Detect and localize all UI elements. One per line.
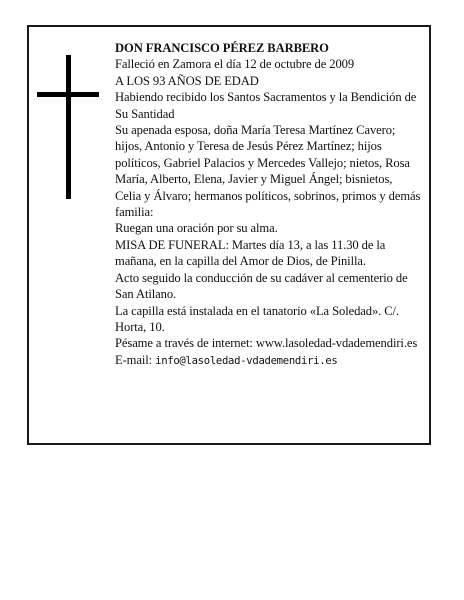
death-date-line: Falleció en Zamora el día 12 de octubre de 2009 bbox=[115, 57, 355, 72]
email-address: info@lasoledad-vdademendiri.es bbox=[155, 354, 338, 367]
condolence-web-line: Pésame a través de internet: www.lasoledad-vdademendiri.es bbox=[115, 336, 418, 351]
email-line bbox=[115, 352, 421, 369]
sacraments-paragraph: Habiendo recibido los Santos Sacramentos y la Bendición de Su Santidad bbox=[115, 90, 417, 121]
obituary-notice bbox=[27, 25, 431, 445]
burial-paragraph: Acto seguido la conducción de su cadáver al cementerio de San Atilano. bbox=[115, 270, 408, 302]
prayer-request: Ruegan una oración por su alma. bbox=[115, 221, 278, 236]
cross-vertical-bar bbox=[66, 55, 71, 199]
funeral-mass-paragraph: MISA DE FUNERAL: Martes día 13, a las 11.30 de la mañana, en la capilla del Amor de Dios, de Pinilla. bbox=[115, 237, 386, 269]
email-prefix: E-mail: bbox=[115, 352, 156, 367]
chapel-paragraph: La capilla está instalada en el tanatorio «La Soledad». C/. Horta, 10. bbox=[115, 303, 400, 334]
obituary-text bbox=[115, 40, 421, 369]
deceased-name: DON FRANCISCO PÉREZ BARBERO bbox=[115, 41, 329, 55]
family-paragraph: Su apenada esposa, doña María Teresa Martínez Cavero; hijos, Antonio y Teresa de Jesús Pérez Martínez; hijos políticos, Gabriel Palacios y Mercedes Vallejo; nietos, Rosa María, Alberto, Elena, Javier y Miguel Ángel; bisnietos, Celia y Álvaro; hermanos políticos, sobrinos, primos y demás familia: bbox=[115, 123, 421, 220]
cross-horizontal-bar bbox=[37, 92, 99, 97]
age-line: A LOS 93 AÑOS DE EDAD bbox=[115, 73, 259, 88]
cross-icon bbox=[37, 55, 99, 199]
